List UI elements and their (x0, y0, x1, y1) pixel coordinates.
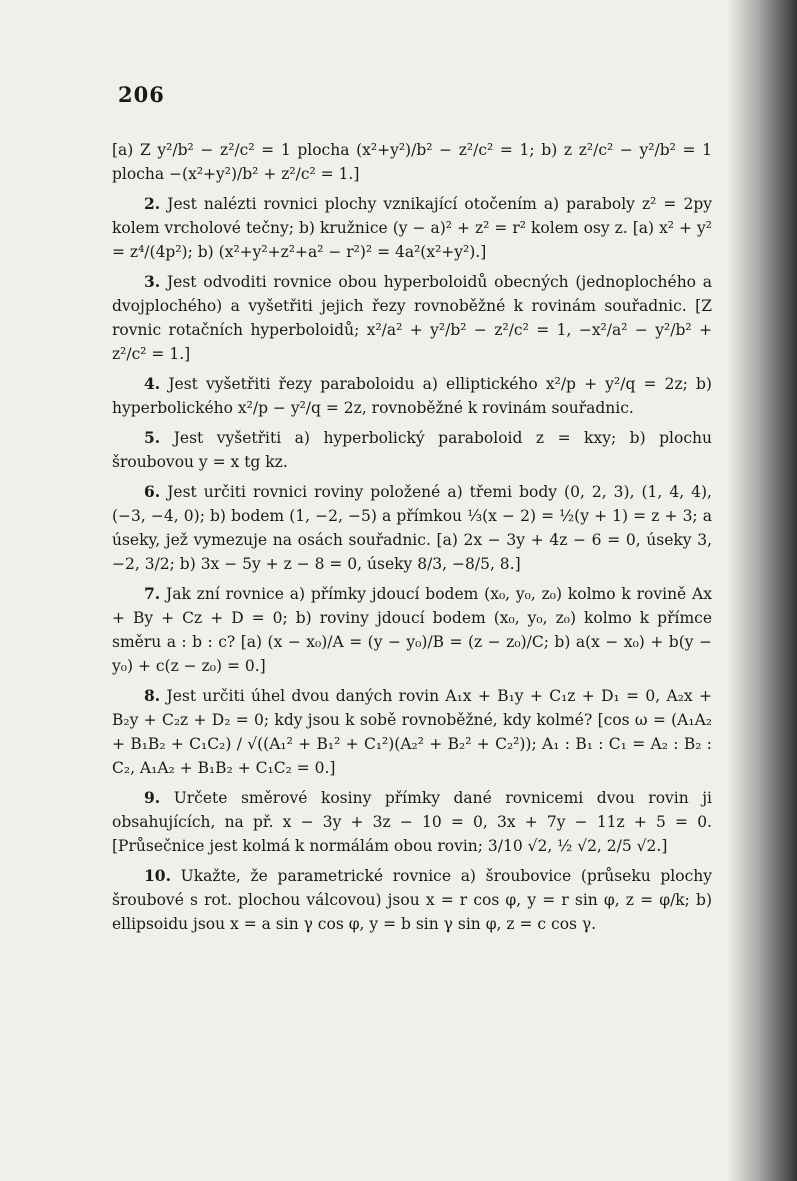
exercise-5 (112, 426, 712, 474)
page-number: 206 (118, 82, 165, 107)
exercise-number: 10. (144, 866, 171, 885)
exercise-body: Jest vyšetřiti a) hyperbolický paraboloid z = kxy; b) plochu šroubovou y = x tg kz. (112, 429, 712, 471)
exercise-2 (112, 192, 712, 264)
exercise-body: Jak zní rovnice a) přímky jdoucí bodem (x₀, y₀, z₀) kolmo k rovině Ax + By + Cz + D = 0; b) roviny jdoucí bodem (x₀, y₀, z₀) kolmo k přímce směru a : b : c? [a) (x − x₀)/A = (y − y₀)/B = (z − z₀)/C; b) a(x − x₀) + b(y − y₀) + c(z − z₀) = 0.] (112, 585, 712, 675)
exercise-number: 9. (144, 788, 161, 807)
exercise-number: 7. (144, 584, 161, 603)
page-shadow-edge (727, 0, 797, 1181)
exercise-8 (112, 684, 712, 780)
exercise-body: Jest určiti rovnici roviny položené a) třemi body (0, 2, 3), (1, 4, 4), (−3, −4, 0); b) bodem (1, −2, −5) a přímkou ⅓(x − 2) = ½(y + 1) = z + 3; a úseky, jež vymezuje na osách souřadnic. [a) 2x − 3y + 4z − 6 = 0, úseky 3, −2, 3/2; b) 3x − 5y + z − 8 = 0, úseky 8/3, −8/5, 8.] (112, 483, 712, 573)
exercise-list (112, 138, 712, 942)
exercise-body: Jest určiti úhel dvou daných rovin A₁x + B₁y + C₁z + D₁ = 0, A₂x + B₂y + C₂z + D₂ = 0; kdy jsou k sobě rovnoběžné, kdy kolmé? [cos ω = (A₁A₂ + B₁B₂ + C₁C₂) / √((A₁² + B₁² + C₁²)(A₂² + B₂² + C₂²)); A₁ : B₁ : C₁ = A₂ : B₂ : C₂, A₁A₂ + B₁B₂ + C₁C₂ = 0.] (112, 687, 712, 777)
exercise-body: Jest odvoditi rovnice obou hyperboloidů obecných (jednoplochého a dvojplochého) a vyšetřiti jejich řezy rovnoběžné k rovinám souřadnic. [Z rovnic rotačních hyperboloidů; x²/a² + y²/b² − z²/c² = 1, −x²/a² − y²/b² + z²/c² = 1.] (112, 273, 712, 363)
exercise-body: [a) Z y²/b² − z²/c² = 1 plocha (x²+y²)/b² − z²/c² = 1; b) z z²/c² − y²/b² = 1 plocha −(x²+y²)/b² + z²/c² = 1.] (112, 141, 712, 183)
exercise-body: Určete směrové kosiny přímky dané rovnicemi dvou rovin ji obsahujících, na př. x − 3y + 3z − 10 = 0, 3x + 7y − 11z + 5 = 0. [Průsečnice jest kolmá k normálám obou rovin; 3/10 √2, ½ √2, 2/5 √2.] (112, 789, 712, 855)
exercise-3 (112, 270, 712, 366)
exercise-number: 5. (144, 428, 161, 447)
exercise-9 (112, 786, 712, 858)
exercise-number: 3. (144, 272, 161, 291)
exercise-body: Jest vyšetřiti řezy paraboloidu a) elliptického x²/p + y²/q = 2z; b) hyperbolického x²/p − y²/q = 2z, rovnoběžné k rovinám souřadnic. (112, 375, 712, 417)
exercise-number: 4. (144, 374, 161, 393)
exercise-body: Jest nalézti rovnici plochy vznikající otočením a) paraboly z² = 2py kolem vrcholové tečny; b) kružnice (y − a)² + z² = r² kolem osy z. [a) x² + y² = z⁴/(4p²); b) (x²+y²+z²+a² − r²)² = 4a²(x²+y²).] (112, 195, 712, 261)
exercise-10 (112, 864, 712, 936)
exercise-number: 6. (144, 482, 161, 501)
exercise-body: Ukažte, že parametrické rovnice a) šroubovice (průseku plochy šroubové s rot. plochou válcovou) jsou x = r cos φ, y = r sin φ, z = φ/k; b) ellipsoidu jsou x = a sin γ cos φ, y = b sin γ sin φ, z = c cos γ. (112, 867, 712, 933)
exercise-7 (112, 582, 712, 678)
exercise-4 (112, 372, 712, 420)
exercise-1-solution (112, 138, 712, 186)
exercise-number: 2. (144, 194, 161, 213)
exercise-number: 8. (144, 686, 161, 705)
exercise-6 (112, 480, 712, 576)
